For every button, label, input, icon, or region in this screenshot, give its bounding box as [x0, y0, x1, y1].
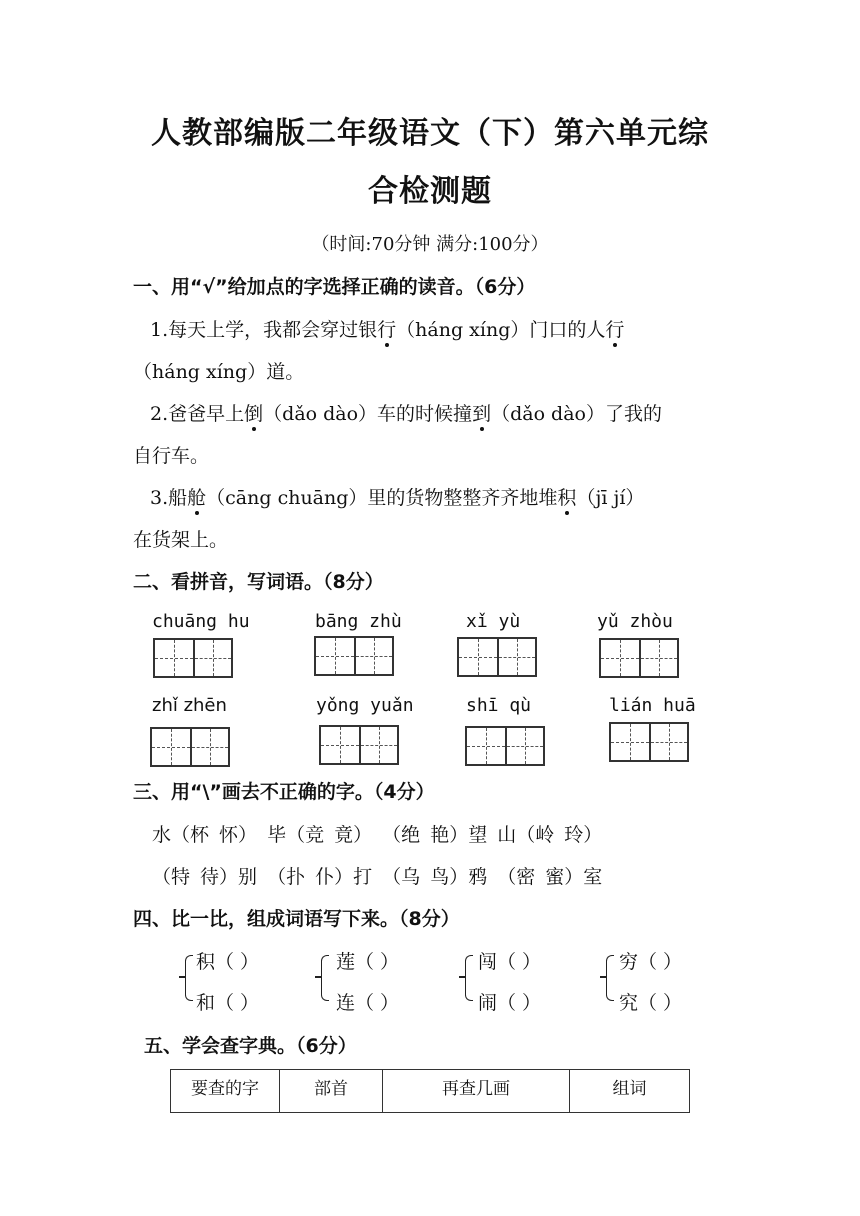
dictionary-table: [170, 1069, 690, 1113]
s3-row-1: 水（杯 怀） 毕（竞 竟） （绝 艳）望 山（岭 玲）: [152, 824, 603, 846]
q3-text-a: 3.船: [150, 487, 188, 509]
writing-grid-4[interactable]: [599, 638, 679, 678]
q2-text-b: （dǎo dào）车的时候撞: [263, 403, 473, 425]
pinyin-1: chuāng hu: [152, 611, 250, 632]
title-line-1: 人教部编版二年级语文（下）第六单元综: [151, 116, 709, 151]
section-1-heading: 一、用“√”给加点的字选择正确的读音。（6分）: [133, 276, 536, 298]
q3-text-b: （cāng chuāng）里的货物整整齐齐地堆: [206, 487, 558, 509]
pinyin-8: lián huā: [609, 695, 696, 716]
q2-dotted-char-2: 到: [472, 403, 492, 425]
compare-3-top: 闯（ ）: [478, 951, 542, 973]
q3-dotted-char-2: 积: [557, 487, 577, 509]
writing-grid-8[interactable]: [609, 722, 689, 762]
writing-grid-7[interactable]: [465, 726, 545, 766]
q2-line-2: 自行车。: [133, 445, 210, 467]
section-4-heading: 四、比一比，组成词语写下来。（8分）: [133, 908, 460, 930]
s3-row-2: （特 待）别 （扑 仆）打 （乌 鸟）鸦 （密 蜜）室: [152, 866, 603, 888]
q3-text-c: （jī jí）: [576, 487, 645, 509]
q2-line-1: [150, 399, 662, 426]
compare-3-bottom: 闹（ ）: [478, 992, 542, 1014]
subtitle: （时间:70分钟 满分:100分）: [311, 234, 549, 255]
q1-text-b: （háng xíng）门口的人: [396, 319, 606, 341]
q3-line-2: 在货架上。: [133, 529, 229, 551]
table-header-row: [171, 1070, 690, 1113]
header-strokes: 再查几画: [383, 1070, 570, 1113]
q3-dotted-char-1: 舱: [187, 487, 207, 509]
compare-4-top: 穷（ ）: [619, 951, 683, 973]
pinyin-4: yǔ zhòu: [597, 611, 673, 632]
section-2-heading: 二、看拼音，写词语。（8分）: [133, 571, 384, 593]
q1-line-2: （háng xíng）道。: [133, 361, 305, 383]
header-radical: 部首: [280, 1070, 383, 1113]
compare-2-bottom: 连（ ）: [336, 992, 400, 1014]
pinyin-7: shī qù: [466, 695, 532, 716]
pinyin-5: zhǐ zhēn: [152, 695, 227, 716]
brace-1: [185, 955, 193, 1001]
pinyin-6: yǒng yuǎn: [316, 695, 414, 716]
brace-4: [606, 955, 614, 1001]
section-5-heading: 五、学会查字典。（6分）: [144, 1035, 357, 1057]
q1-line-1: [150, 315, 624, 342]
q1-text-a: 1.每天上学，我都会穿过银: [150, 319, 378, 341]
section-3-heading: 三、用“\”画去不正确的字。（4分）: [133, 781, 435, 803]
header-char: 要查的字: [171, 1070, 280, 1113]
writing-grid-3[interactable]: [457, 637, 537, 677]
brace-3: [465, 955, 473, 1001]
q2-text-a: 2.爸爸早上: [150, 403, 245, 425]
writing-grid-1[interactable]: [153, 638, 233, 678]
q2-text-c: （dǎo dào）了我的: [491, 403, 662, 425]
q1-dotted-char-1: 行: [377, 319, 397, 341]
pinyin-3: xǐ yù: [466, 611, 521, 632]
compare-1-top: 积（ ）: [196, 951, 260, 973]
compare-2-top: 莲（ ）: [336, 951, 400, 973]
writing-grid-5[interactable]: [150, 727, 230, 767]
writing-grid-6[interactable]: [319, 725, 399, 765]
q3-line-1: [150, 483, 644, 510]
header-word: 组词: [570, 1070, 690, 1113]
title-line-2: 合检测题: [368, 174, 492, 209]
brace-2: [321, 955, 329, 1001]
pinyin-2: bāng zhù: [315, 611, 402, 632]
writing-grid-2[interactable]: [314, 636, 394, 676]
compare-1-bottom: 和（ ）: [196, 992, 260, 1014]
q1-dotted-char-2: 行: [605, 319, 625, 341]
compare-4-bottom: 究（ ）: [619, 992, 683, 1014]
q2-dotted-char-1: 倒: [244, 403, 264, 425]
